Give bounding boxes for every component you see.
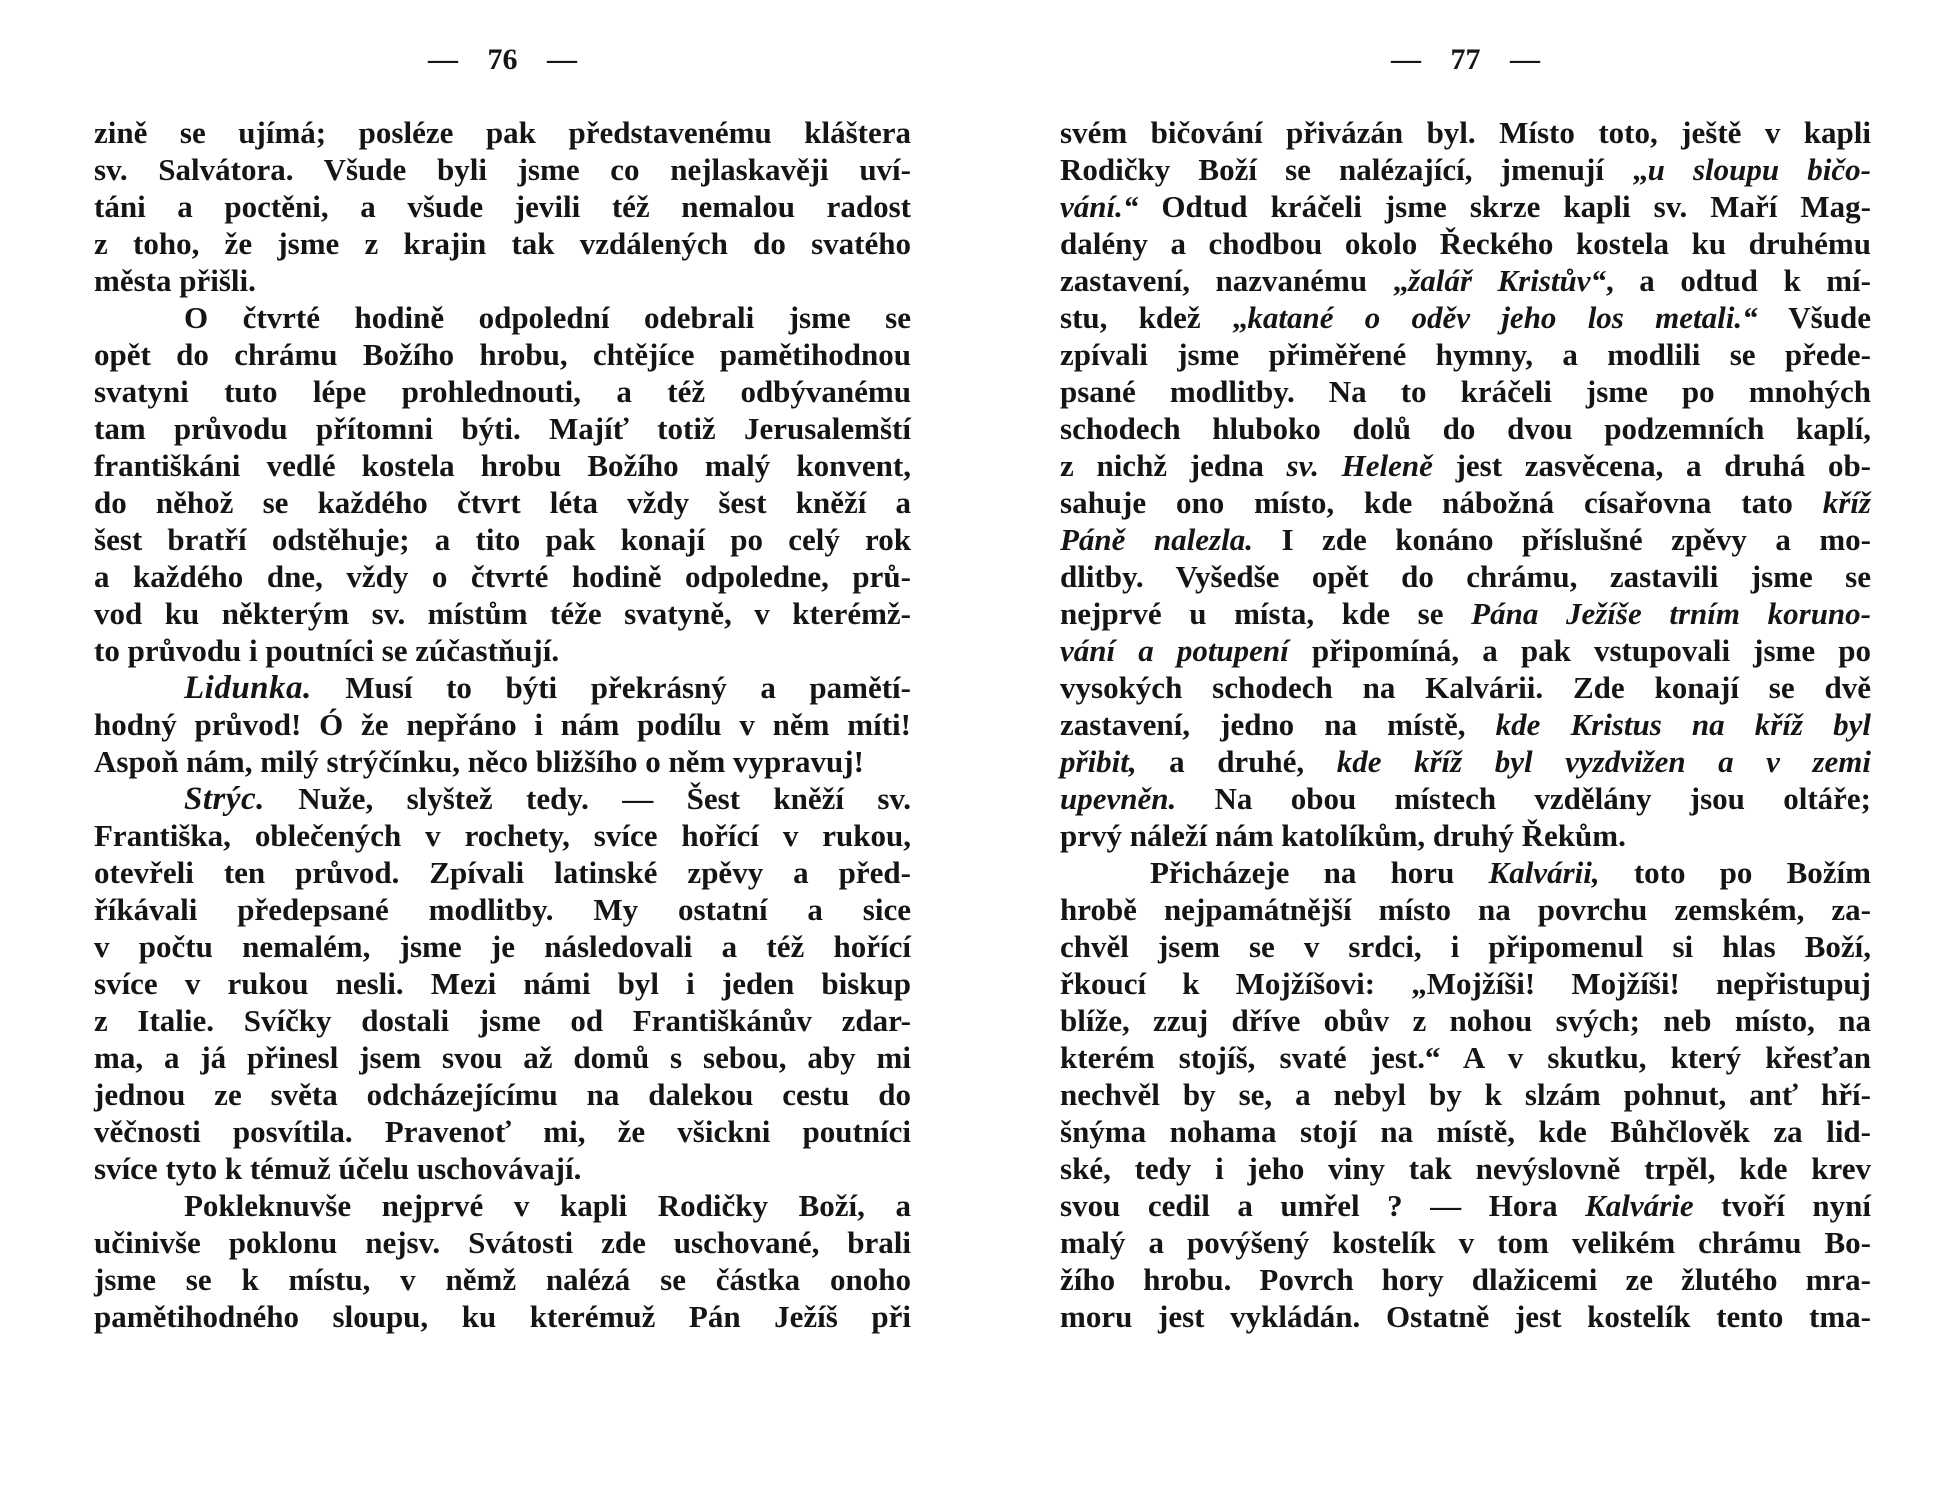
text-line xyxy=(94,1261,911,1298)
text-run: šnýma nohama stojí na místě, kde Bůhčlověk za lid- xyxy=(1060,1114,1871,1149)
text-run: svém bičování přivázán byl. Místo toto, ještě v kapli xyxy=(1060,115,1871,150)
paragraph xyxy=(94,114,911,299)
text-run: Přicházeje na horu xyxy=(1150,855,1489,890)
text-run: z toho, že jsme z krajin tak vzdálených do svatého xyxy=(94,226,911,261)
italic-text-run: Páně nalezla. xyxy=(1060,522,1253,557)
text-line xyxy=(1060,336,1871,373)
text-run: dalény a chodbou okolo Řeckého kostela ku druhému xyxy=(1060,226,1871,261)
text-run: zastavení, jedno na místě, xyxy=(1060,707,1496,742)
italic-text-run: katané o oděv jeho los metali.“ xyxy=(1247,300,1758,335)
text-run: O čtvrté hodině odpolední odebrali jsme se xyxy=(184,300,911,335)
text-line xyxy=(94,1113,911,1150)
text-run: žího hrobu. Povrch hory dlažicemi ze žlutého mra- xyxy=(1060,1262,1871,1297)
text-line xyxy=(1060,632,1871,669)
text-run: nejprvé u místa, kde se xyxy=(1060,596,1472,631)
text-run: svou cedil a umřel ? — Hora xyxy=(1060,1188,1586,1223)
text-run: z Italie. Svíčky dostali jsme od Františkánův zdar- xyxy=(94,1003,911,1038)
text-run: jsme se k místu, v němž nalézá se částka onoho xyxy=(94,1262,911,1297)
text-line xyxy=(1060,262,1871,299)
paragraph xyxy=(1060,114,1871,854)
text-line xyxy=(94,743,911,780)
text-line xyxy=(1060,521,1871,558)
text-run: v počtu nemalém, jsme je následovali a též hořící xyxy=(94,929,911,964)
text-run: učinivše poklonu nejsv. Svátosti zde uschované, brali xyxy=(94,1225,911,1260)
text-line xyxy=(1060,484,1871,521)
text-run: říkávali předepsané modlitby. My ostatní a sice xyxy=(94,892,911,927)
text-run: malý a povýšený kostelík v tom velikém chrámu Bo- xyxy=(1060,1225,1871,1260)
text-line xyxy=(94,484,911,521)
text-run: vysokých schodech na Kalvárii. Zde konají se dvě xyxy=(1060,670,1871,705)
text-line xyxy=(94,632,911,669)
text-line xyxy=(94,1187,911,1224)
text-line xyxy=(94,595,911,632)
text-run: svatyni tuto lépe prohlednouti, a též odbývanému xyxy=(94,374,911,409)
text-run: tam průvodu přítomni býti. Majíť totiž Jerusalemští xyxy=(94,411,911,446)
text-run: dlitby. Vyšedše opět do chrámu, zastavili jsme se xyxy=(1060,559,1871,594)
text-line xyxy=(94,1002,911,1039)
text-run: Aspoň nám, milý strýčínku, něco bližšího o něm vypravuj! xyxy=(94,744,864,779)
text-run: toto po Božím xyxy=(1599,855,1871,890)
paragraph xyxy=(1060,854,1871,1335)
italic-text-run: kříž xyxy=(1822,485,1871,520)
text-run: prvý náleží nám katolíkům, druhý Řekům. xyxy=(1060,818,1626,853)
italic-text-run: upevněn. xyxy=(1060,781,1177,816)
paragraph xyxy=(94,299,911,669)
text-line xyxy=(1060,188,1871,225)
text-line xyxy=(94,1224,911,1261)
text-run: svíce v rukou nesli. Mezi námi byl i jeden biskup xyxy=(94,966,911,1001)
text-line xyxy=(1060,299,1871,336)
italic-text-run: kde Kristus na kříž byl xyxy=(1495,707,1871,742)
text-line xyxy=(1060,1113,1871,1150)
page-text-block xyxy=(1060,114,1871,1335)
paragraph xyxy=(94,1187,911,1335)
text-run: Musí to býti překrásný a pamětí- xyxy=(311,670,911,705)
page-number-header: — 77 — xyxy=(1391,43,1540,76)
text-run: Všude xyxy=(1757,300,1871,335)
italic-text-run: u sloupu bičo- xyxy=(1647,152,1871,187)
italic-text-run: Kalvárie xyxy=(1585,1188,1694,1223)
text-run: , a odtud k mí- xyxy=(1606,263,1871,298)
text-run: stu, kdež „ xyxy=(1060,300,1248,335)
text-run: Odtud kráčeli jsme skrze kapli sv. Maří Mag- xyxy=(1138,189,1871,224)
text-line xyxy=(94,965,911,1002)
text-line xyxy=(94,854,911,891)
text-line xyxy=(94,151,911,188)
text-run: ské, tedy i jeho viny tak nevýslovně trpěl, kde krev xyxy=(1060,1151,1871,1186)
paragraph xyxy=(94,780,911,1187)
text-run: ma, a já přinesl jsem svou až domů s sebou, aby mi xyxy=(94,1040,911,1075)
text-line xyxy=(94,780,911,817)
text-line xyxy=(94,521,911,558)
text-line xyxy=(94,299,911,336)
text-run: města přišli. xyxy=(94,263,256,298)
text-line xyxy=(1060,1002,1871,1039)
italic-text-run: vání.“ xyxy=(1060,189,1139,224)
text-line xyxy=(94,928,911,965)
text-line xyxy=(1060,373,1871,410)
text-line xyxy=(94,410,911,447)
text-run: sahuje ono místo, kde nábožná císařovna tato xyxy=(1060,485,1823,520)
text-run: Františka, oblečených v rochety, svíce hořící v rukou, xyxy=(94,818,911,853)
text-line xyxy=(94,1076,911,1113)
text-run: I zde konáno příslušné zpěvy a mo- xyxy=(1252,522,1872,557)
text-line xyxy=(1060,891,1871,928)
text-line xyxy=(94,262,911,299)
text-run: tvoří nyní xyxy=(1693,1188,1871,1223)
text-line xyxy=(1060,558,1871,595)
text-line xyxy=(1060,225,1871,262)
text-run: františkáni vedlé kostela hrobu Božího malý konvent, xyxy=(94,448,911,483)
text-run: a druhé, xyxy=(1136,744,1337,779)
text-line xyxy=(94,1298,911,1335)
text-line xyxy=(94,891,911,928)
text-line xyxy=(1060,1224,1871,1261)
text-run: řkoucí k Mojžíšovi: „Mojžíši! Mojžíši! nepřistupuj xyxy=(1060,966,1871,1001)
text-line xyxy=(94,114,911,151)
text-line xyxy=(1060,447,1871,484)
text-run: blíže, zzuj dříve obův z nohou svých; neb místo, na xyxy=(1060,1003,1871,1038)
text-run: pamětihodného sloupu, ku kterémuž Pán Ježíš při xyxy=(94,1299,911,1334)
text-line xyxy=(94,1150,911,1187)
text-line xyxy=(94,817,911,854)
page-text-block xyxy=(94,114,911,1335)
text-line xyxy=(94,447,911,484)
text-run: Nuže, slyštež tedy. — Šest kněží sv. xyxy=(264,781,911,816)
italic-text-run: Kalvárii, xyxy=(1488,855,1600,890)
text-run: zpívali jsme přiměřené hymny, a modlili se přede- xyxy=(1060,337,1871,372)
text-line xyxy=(1060,854,1871,891)
text-run: opět do chrámu Božího hrobu, chtějíce pamětihodnou xyxy=(94,337,911,372)
text-run: schodech hluboko dolů do dvou podzemních kaplí, xyxy=(1060,411,1871,446)
italic-text-run: přibit, xyxy=(1060,744,1137,779)
text-line xyxy=(1060,151,1871,188)
text-run: zastavení, nazvanému „ xyxy=(1060,263,1409,298)
text-run: Rodičky Boží se nalézající, jmenují „ xyxy=(1060,152,1648,187)
text-line xyxy=(1060,706,1871,743)
text-line xyxy=(94,373,911,410)
text-run: táni a poctěni, a všude jevili též nemalou radost xyxy=(94,189,911,224)
text-run: vod ku některým sv. místům téže svatyně, v kterémž- xyxy=(94,596,911,631)
text-run: do něhož se každého čtvrt léta vždy šest kněží a xyxy=(94,485,911,520)
text-run: chvěl jsem se v srdci, i připomenul si hlas Boží, xyxy=(1060,929,1871,964)
text-line xyxy=(1060,410,1871,447)
text-line xyxy=(1060,743,1871,780)
text-line xyxy=(1060,1187,1871,1224)
italic-text-run: sv. Heleně xyxy=(1286,448,1433,483)
text-run: otevřeli ten průvod. Zpívali latinské zpěvy a před- xyxy=(94,855,911,890)
text-line xyxy=(1060,1298,1871,1335)
text-run: hodný průvod! Ó že nepřáno i nám podílu v něm míti! xyxy=(94,707,911,742)
text-line xyxy=(94,1039,911,1076)
text-line xyxy=(94,558,911,595)
text-run: šest bratří odstěhuje; a tito pak konají po celý rok xyxy=(94,522,911,557)
text-line xyxy=(1060,780,1871,817)
text-line xyxy=(1060,669,1871,706)
text-line xyxy=(94,336,911,373)
text-line xyxy=(1060,817,1871,854)
text-line xyxy=(1060,965,1871,1002)
text-line xyxy=(94,669,911,706)
text-line xyxy=(1060,114,1871,151)
text-run: psané modlitby. Na to kráčeli jsme po mnohých xyxy=(1060,374,1871,409)
text-line xyxy=(1060,1150,1871,1187)
text-run: moru jest vykládán. Ostatně jest kostelík tento tma- xyxy=(1060,1299,1871,1334)
text-run: to průvodu i poutníci se zúčastňují. xyxy=(94,633,560,668)
text-run: Pokleknuvše nejprvé v kapli Rodičky Boží, a xyxy=(184,1188,911,1223)
book-page-right xyxy=(1060,0,1871,1500)
text-run: kterém stojíš, svaté jest.“ A v skutku, který křesťan xyxy=(1060,1040,1871,1075)
text-run: nechvěl by se, a nebyl by k slzám pohnut, anť hří- xyxy=(1060,1077,1871,1112)
text-run: Na obou místech vzdělány jsou oltáře; xyxy=(1176,781,1871,816)
text-run: jednou ze světa odcházejícímu na dalekou cestu do xyxy=(94,1077,911,1112)
page-number-header: — 76 — xyxy=(428,43,577,76)
text-line xyxy=(94,225,911,262)
text-run: zině se ujímá; posléze pak představenému kláštera xyxy=(94,115,911,150)
text-run: svíce tyto k témuž účelu uschovávají. xyxy=(94,1151,582,1186)
italic-text-run: Pána Ježíše trním koruno- xyxy=(1471,596,1871,631)
text-line xyxy=(1060,1039,1871,1076)
text-line xyxy=(1060,928,1871,965)
speaker-name: Lidunka. xyxy=(184,670,312,706)
text-run: a každého dne, vždy o čtvrté hodině odpoledne, prů- xyxy=(94,559,911,594)
text-line xyxy=(94,188,911,225)
text-run: sv. Salvátora. Všude byli jsme co nejlaskavěji uví- xyxy=(94,152,911,187)
italic-text-run: kde kříž byl vyzdvižen a v zemi xyxy=(1336,744,1871,779)
text-run: z nichž jedna xyxy=(1060,448,1287,483)
text-line xyxy=(1060,1261,1871,1298)
text-line xyxy=(94,706,911,743)
italic-text-run: žalář Kristův“ xyxy=(1408,263,1606,298)
text-run: věčnosti posvítila. Pravenoť mi, že všickni poutníci xyxy=(94,1114,911,1149)
text-line xyxy=(1060,595,1871,632)
speaker-name: Strýc. xyxy=(184,781,265,817)
book-page-left xyxy=(94,0,911,1500)
text-line xyxy=(1060,1076,1871,1113)
italic-text-run: vání a potupení xyxy=(1060,633,1289,668)
text-run: hrobě nejpamátnější místo na povrchu zemském, za- xyxy=(1060,892,1871,927)
text-run: připomíná, a pak vstupovali jsme po xyxy=(1288,633,1871,668)
paragraph xyxy=(94,669,911,780)
text-run: jest zasvěcena, a druhá ob- xyxy=(1432,448,1872,483)
